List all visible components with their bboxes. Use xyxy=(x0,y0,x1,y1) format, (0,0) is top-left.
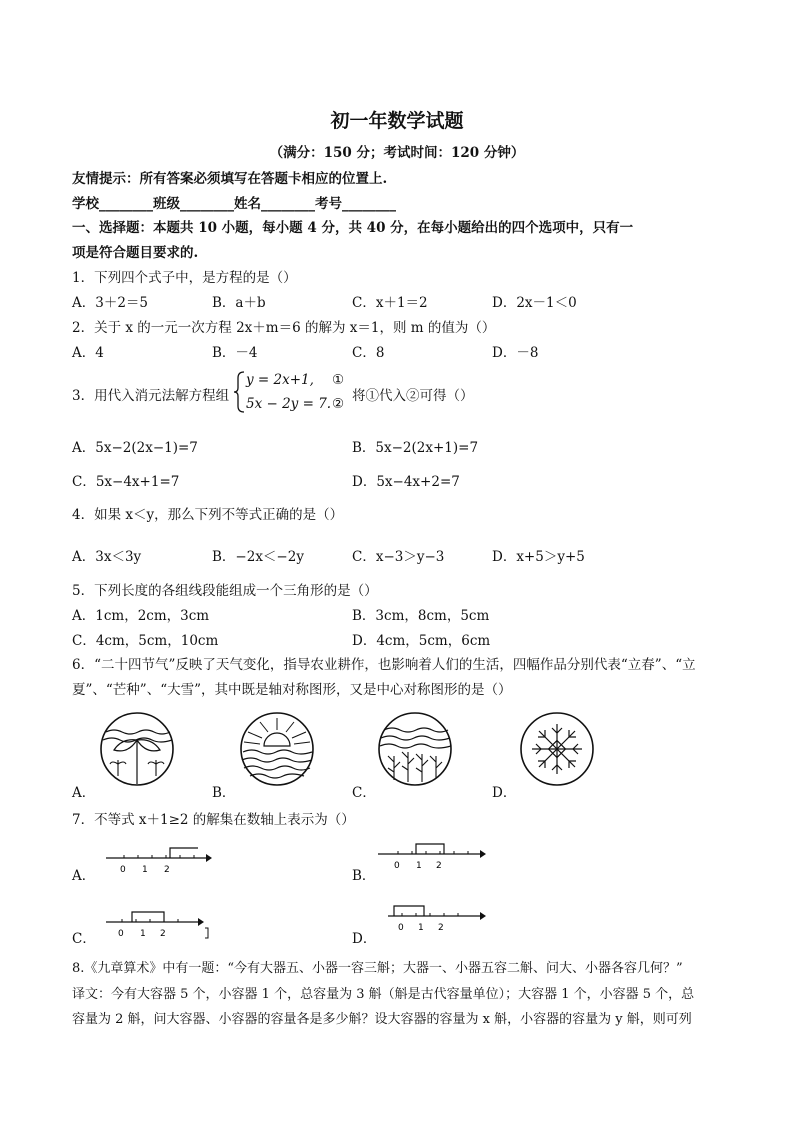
tick-label-2: 2 xyxy=(438,923,444,933)
tick-label-2: 2 xyxy=(436,861,442,871)
q4-option-a: A．3x＜3y xyxy=(72,549,142,565)
figure-summer-sun-icon xyxy=(238,710,316,788)
q7-option-c: C． xyxy=(72,931,96,947)
q5-option-c: C．4cm，5cm，10cm xyxy=(72,633,219,649)
tick-label-1: 1 xyxy=(142,865,148,875)
system-equation-2: 5x − 2y = 7. xyxy=(246,396,332,412)
tick-label-1: 1 xyxy=(418,923,424,933)
system-equation-1: y = 2x+1, xyxy=(246,372,314,388)
tick-label-1: 1 xyxy=(140,929,146,939)
question-3-stem-pre: 3．用代入消元法解方程组 xyxy=(72,388,230,404)
section-heading-line1: 一、选择题：本题共 10 小题，每小题 4 分，共 40 分，在每小题给出的四个选项中，只有一 xyxy=(72,220,634,236)
page-title: 初一年数学试题 xyxy=(330,110,464,132)
question-2-stem: 2．关于 x 的一元一次方程 2x＋m＝6 的解为 x＝1，则 m 的值为（） xyxy=(72,320,496,336)
question-4-stem: 4．如果 x＜y，那么下列不等式正确的是（） xyxy=(72,507,344,523)
q2-option-c: C．8 xyxy=(352,345,385,361)
equation-mark-1: ① xyxy=(332,372,345,388)
q5-option-a: A．1cm，2cm，3cm xyxy=(72,608,210,624)
question-8-stem-line3: 容量为 2 斛，问大容器、小容器的容量各是多少斛？设大容器的容量为 x 斛，小容器的容量为 y 斛，则可列 xyxy=(72,1012,692,1027)
question-7-stem: 7．不等式 x＋1≥2 的解集在数轴上表示为（） xyxy=(72,812,355,828)
tick-label-0: 0 xyxy=(120,865,126,875)
q7-option-a: A． xyxy=(72,868,96,884)
q4-option-b: B．−2x＜−2y xyxy=(212,549,304,565)
tick-label-0: 0 xyxy=(398,923,404,933)
q2-option-b: B．－4 xyxy=(212,345,258,361)
section-heading-line2: 项是符合题目要求的. xyxy=(72,245,199,261)
q2-option-a: A．4 xyxy=(72,345,104,361)
question-3-stem-post: 将①代入②可得（） xyxy=(352,388,474,404)
equation-brace xyxy=(232,370,246,414)
q7-option-b: B． xyxy=(352,868,376,884)
exam-subtitle: （满分：150 分；考试时间：120 分钟） xyxy=(269,145,525,161)
q5-option-b: B．3cm，8cm，5cm xyxy=(352,608,490,624)
figure-spring-sprout-icon xyxy=(98,710,176,788)
tick-label-2: 2 xyxy=(164,865,170,875)
q1-option-b: B．a＋b xyxy=(212,295,266,311)
number-line-c xyxy=(104,906,214,940)
tick-label-0: 0 xyxy=(394,861,400,871)
friendly-tip: 友情提示：所有答案必须填写在答题卡相应的位置上. xyxy=(72,171,388,187)
q7-option-d: D． xyxy=(352,931,377,947)
number-line-b xyxy=(376,838,488,872)
figure-snowflake-icon xyxy=(518,710,596,788)
q3-option-c: C．5x−4x+1=7 xyxy=(72,474,180,490)
question-8-stem-line2: 译文：今有大容器 5 个，小容器 1 个，总容量为 3 斛（斛是古代容量单位）；大容器 1 个，小容器 5 个，总 xyxy=(72,987,695,1002)
q6-option-c: C． xyxy=(352,785,376,801)
q3-option-a: A．5x−2(2x−1)=7 xyxy=(72,440,198,456)
tick-label-2: 2 xyxy=(160,929,166,939)
q5-option-d: D．4cm，5cm，6cm xyxy=(352,633,491,649)
tick-label-0: 0 xyxy=(118,929,124,939)
q1-option-d: D．2x－1＜0 xyxy=(492,295,577,311)
number-line-d xyxy=(386,898,490,934)
question-6-stem-line2: 夏”、“芒种”、“大雪”，其中既是轴对称图形，又是中心对称图形的是（） xyxy=(72,682,512,698)
q3-option-b: B．5x−2(2x+1)=7 xyxy=(352,440,479,456)
q4-option-c: C．x−3＞y−3 xyxy=(352,549,445,565)
q6-option-b: B． xyxy=(212,785,236,801)
student-info-line: 学校________班级________姓名________考号________ xyxy=(72,196,396,212)
q6-option-d: D． xyxy=(492,785,517,801)
q1-option-a: A．3＋2＝5 xyxy=(72,295,149,311)
question-1-stem: 1．下列四个式子中，是方程的是（） xyxy=(72,270,297,286)
q2-option-d: D．－8 xyxy=(492,345,539,361)
question-6-stem-line1: 6．“二十四节气”反映了天气变化，指导农业耕作，也影响着人们的生活，四幅作品分别代表“立春”、“立 xyxy=(72,657,696,673)
question-5-stem: 5．下列长度的各组线段能组成一个三角形的是（） xyxy=(72,583,378,599)
figure-grain-crops-icon xyxy=(376,710,454,788)
q3-option-d: D．5x−4x+2=7 xyxy=(352,474,460,490)
question-8-stem-line1: 8.《九章算术》中有一题：“今有大器五、小器一容三斛；大器一、小器五容二斛、问大、小器各容几何？” xyxy=(72,961,683,976)
q6-option-a: A． xyxy=(72,785,96,801)
equation-mark-2: ② xyxy=(332,396,345,412)
q1-option-c: C．x＋1＝2 xyxy=(352,295,428,311)
tick-label-1: 1 xyxy=(416,861,422,871)
number-line-a xyxy=(104,842,214,876)
q4-option-d: D．x+5＞y+5 xyxy=(492,549,585,565)
